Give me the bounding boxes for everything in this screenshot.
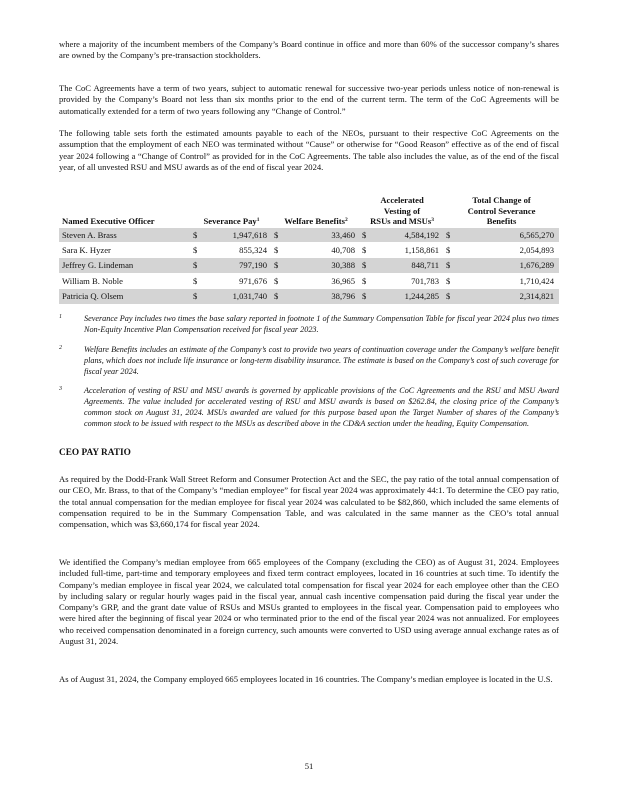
accelerated-vesting-value: 4,584,192 (378, 228, 444, 242)
total-benefits-value: 6,565,270 (462, 228, 559, 242)
header-vesting: Accelerated Vesting of RSUs and MSUs$^3$ (370, 195, 434, 226)
currency-symbol: $ (444, 289, 462, 303)
table-row (59, 228, 559, 242)
section-heading-ceo-pay-ratio: CEO PAY RATIO (59, 448, 131, 458)
currency-symbol: $ (446, 244, 451, 255)
paragraph-coc-term: The CoC Agreements have a term of two years, subject to automatic renewal for successive two-year periods unless notice of non-renewal is provided by the Company’s Board not less than six months prior to the end of the current term. The term of the CoC Agreements will be automatically extended for a term of two years following any “Change of Control.” (59, 83, 559, 116)
table-header-row (59, 195, 559, 228)
severance-pay-value: 797,190 (209, 258, 272, 272)
total-benefits-value: 2,314,821 (462, 289, 559, 303)
footnote-text: Welfare Benefits includes an estimate of the Company’s cost to provide two years of continuation coverage under the Company’s welfare benefit plans, which does not include life insurance or long-term disability insurance. The estimate is based on the Company’s cost of such coverage for fiscal year 2024. (84, 345, 559, 376)
currency-symbol: $ (193, 244, 198, 255)
header-total: Total Change of Control Severance Benefits (467, 195, 536, 226)
currency-symbol: $ (272, 289, 290, 303)
officer-name: Patricia Q. Olsem (59, 289, 191, 303)
currency-symbol: $ (191, 258, 209, 272)
severance-pay-value: 855,324 (239, 244, 267, 255)
welfare-benefits-value: 40,708 (331, 244, 356, 255)
total-benefits-value: 2,054,893 (519, 244, 555, 255)
currency-symbol: $ (191, 289, 209, 303)
currency-symbol: $ (360, 289, 378, 303)
officer-name: Steven A. Brass (59, 228, 191, 242)
paragraph-table-intro: The following table sets forth the estimated amounts payable to each of the NEOs, pursuant to their respective CoC Agreements on the assumption that the employment of each NEO was terminated without “Cause” or otherwise for “Good Reason” effective as of the end of fiscal year 2024 following a “Change of Control” as provided for in the CoC Agreements. The table also includes the value, as of the end of the fiscal year, of all unvested RSU and MSU awards as of the end of fiscal year 2024. (59, 128, 559, 172)
header-name: Named Executive Officer (62, 216, 155, 226)
currency-symbol: $ (274, 244, 279, 255)
welfare-benefits-value: 30,388 (290, 258, 360, 272)
footnote-1 (59, 313, 559, 335)
currency-symbol: $ (444, 258, 462, 272)
currency-symbol: $ (446, 275, 451, 286)
page-number: 51 (304, 761, 314, 771)
officer-name: William B. Noble (62, 275, 123, 286)
accelerated-vesting-value: 1,158,861 (404, 244, 440, 255)
currency-symbol: $ (362, 275, 367, 286)
welfare-benefits-value: 36,965 (331, 275, 356, 286)
currency-symbol: $ (193, 275, 198, 286)
currency-symbol: $ (360, 258, 378, 272)
severance-pay-value: 971,676 (239, 275, 267, 286)
paragraph-median-employee-method: We identified the Company’s median employee from 665 employees of the Company (excluding the CEO) as of August 31, 2024. Employees included full-time, part-time and temporary employees and fixed term contract employees, located in 16 countries at such time. To identify the Company’s median employee in fiscal year 2024, we calculated total compensation for fiscal year 2024 for each employee other than the CEO by including salary or regular hourly wages paid in the fiscal year, annual cash incentive compensation paid during the fiscal year under the Company’s GRP, and the grant date value of RSUs and MSUs granted to employees in the fiscal year. Compensation paid to employees who were hired after the beginning of fiscal year 2024 or who terminated prior to the end of the fiscal year 2024 was not annualized. For employees who received compensation denominated in a foreign currency, such amounts were converted to USD using average annual exchange rates as of August 31, 2024. (59, 557, 559, 647)
footnote-text: Acceleration of vesting of RSU and MSU awards is governed by applicable provisions of the CoC Agreements and the RSU and MSU Award Agreements. The value included for accelerated vesting of RSU and MSU awards is based on $262.84, the closing price of the Company’s common stock on August 31, 2024. MSUs awarded are valued for this purpose based upon the Target Number of shares of the Company’s common stock to be issued with respect to the MSUs as described above in the CD&A section under the heading, Equity Compensation. (84, 386, 559, 428)
officer-name: Sara K. Hyzer (62, 244, 111, 255)
welfare-benefits-value: 38,796 (290, 289, 360, 303)
currency-symbol: $ (360, 228, 378, 242)
paragraph-board-majority: where a majority of the incumbent members of the Company’s Board continue in office and more than 60% of the successor company’s shares are owned by the Company’s pre-transaction stockholders. (59, 39, 559, 61)
total-benefits-value: 1,710,424 (519, 275, 555, 286)
severance-pay-value: 1,031,740 (209, 289, 272, 303)
officer-name: Jeffrey G. Lindeman (59, 258, 191, 272)
accelerated-vesting-value: 848,711 (378, 258, 444, 272)
table-row (59, 274, 559, 288)
header-severance: Severance Pay$^1$ (203, 216, 260, 226)
footnote-2 (59, 344, 559, 377)
footnote-mark: 2 (59, 345, 62, 351)
currency-symbol: $ (444, 228, 462, 242)
accelerated-vesting-value: 1,244,285 (378, 289, 444, 303)
table-row (59, 243, 559, 257)
table-row (59, 258, 559, 272)
footnote-mark: 1 (59, 314, 62, 320)
paragraph-employee-count: As of August 31, 2024, the Company employed 665 employees located in 16 countries. The Company’s median employee is located in the U.S. (59, 674, 553, 684)
table-row (59, 289, 559, 303)
currency-symbol: $ (362, 244, 367, 255)
accelerated-vesting-value: 701,783 (411, 275, 440, 286)
currency-symbol: $ (274, 275, 279, 286)
footnote-text: Severance Pay includes two times the base salary reported in footnote 1 of the Summary Compensation Table for fiscal year 2024 plus two times Non-Equity Incentive Plan Compensation received for fiscal year 2023. (84, 314, 559, 334)
total-benefits-value: 1,676,289 (462, 258, 559, 272)
footnote-mark: 3 (59, 386, 62, 392)
coc-benefits-table (59, 195, 559, 304)
footnote-3 (59, 385, 559, 429)
header-welfare: Welfare Benefits$^2$ (284, 216, 348, 226)
welfare-benefits-value: 33,460 (290, 228, 360, 242)
currency-symbol: $ (191, 228, 209, 242)
currency-symbol: $ (272, 228, 290, 242)
currency-symbol: $ (272, 258, 290, 272)
severance-pay-value: 1,947,618 (209, 228, 272, 242)
paragraph-pay-ratio: As required by the Dodd-Frank Wall Street Reform and Consumer Protection Act and the SEC, the pay ratio of the total annual compensation of our CEO, Mr. Brass, to that of the Company’s “median employee” for fiscal year 2024 was approximately 44:1. To determine the CEO pay ratio, the total annual compensation for the median employee for fiscal year 2024 was calculated to be $82,860, which included the same elements of compensation required to be in the Summary Compensation Table, and was calculated in the same manner as the CEO’s total annual compensation, which was $3,660,174 for fiscal year 2024. (59, 474, 559, 530)
